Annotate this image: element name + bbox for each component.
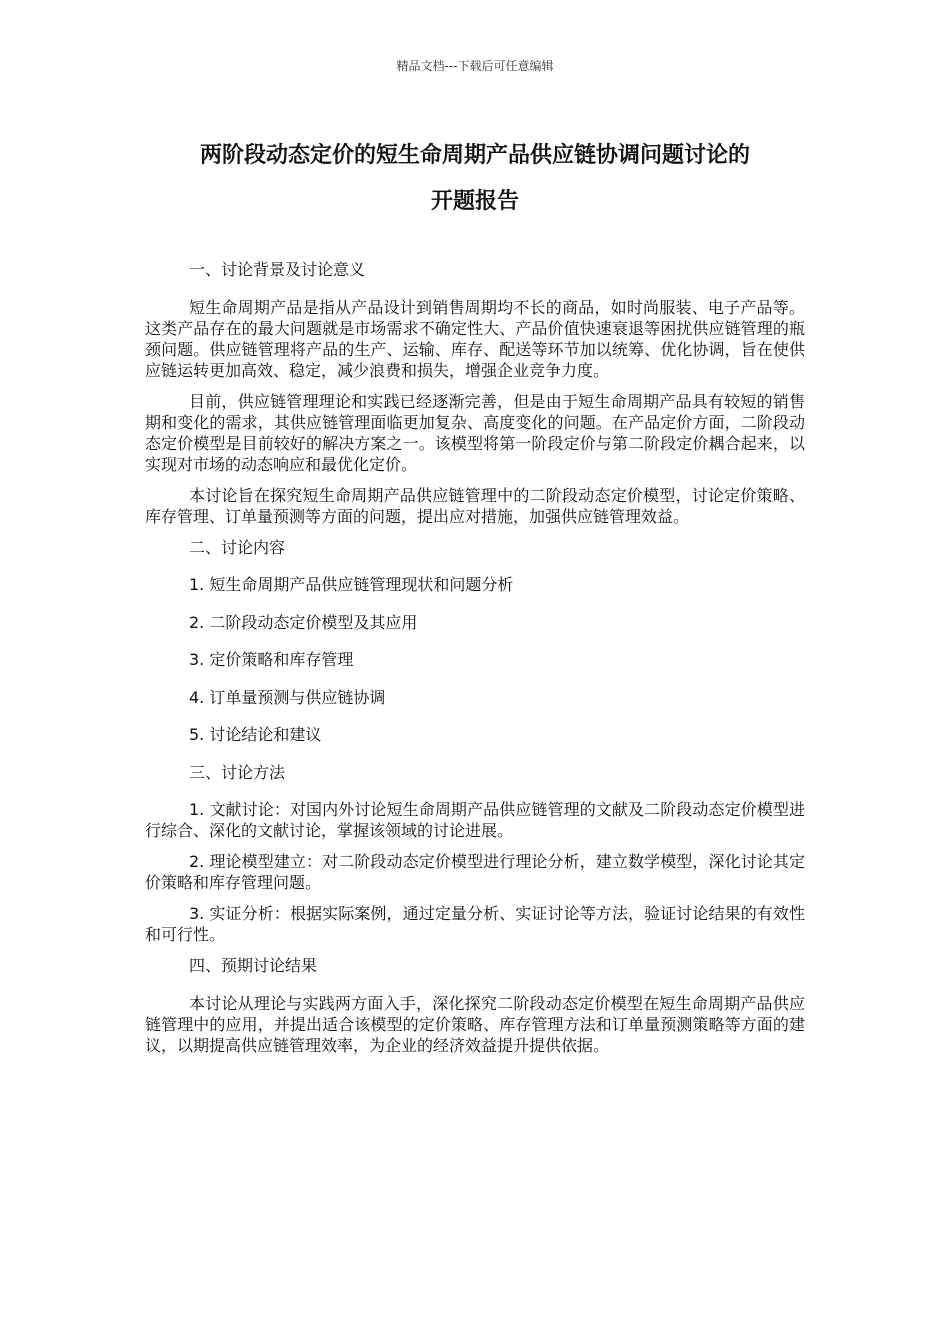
document-title-line-1: 两阶段动态定价的短生命周期产品供应链协调问题讨论的: [199, 143, 750, 168]
list-item-content-1: 1. 短生命周期产品供应链管理现状和问题分析: [189, 575, 514, 594]
section-heading-expected-results: 四、预期讨论结果: [189, 956, 318, 975]
paragraph-method-2: 2. 理论模型建立：对二阶段动态定价模型进行理论分析，建立数学模型，深化讨论其定价策略和库存管理问题。: [145, 852, 805, 892]
document-body: [145, 259, 805, 1066]
list-item-content-3: 3. 定价策略和库存管理: [189, 650, 354, 669]
paragraph-background-2: 目前，供应链管理理论和实践已经逐渐完善，但是由于短生命周期产品具有较短的销售期和变化的需求，其供应链管理面临更加复杂、高度变化的问题。在产品定价方面，二阶段动态定价模型是目前较好的解决方案之一。该模型将第一阶段定价与第二阶段定价耦合起来，以实现对市场的动态响应和最优化定价。: [145, 391, 805, 474]
section-heading-methods: 三、讨论方法: [189, 762, 286, 782]
list-item-content-5: 5. 讨论结论和建议: [189, 725, 322, 744]
section-heading-background: 一、讨论背景及讨论意义: [189, 260, 366, 279]
document-title: [145, 133, 805, 225]
paragraph-method-3: 3. 实证分析：根据实际案例，通过定量分析、实证讨论等方法，验证讨论结果的有效性和可行性。: [145, 904, 805, 944]
list-item-content-4: 4. 订单量预测与供应链协调: [189, 687, 386, 707]
list-item-content-2: 2. 二阶段动态定价模型及其应用: [189, 612, 418, 632]
page-header: 精品文档---下载后可任意编辑: [396, 59, 554, 73]
section-heading-content: 二、讨论内容: [189, 537, 286, 557]
paragraph-background-1: 短生命周期产品是指从产品设计到销售周期均不长的商品，如时尚服装、电子产品等。这类产品存在的最大问题就是市场需求不确定性大、产品价值快速衰退等困扰供应链管理的瓶颈问题。供应链管理将产品的生产、运输、库存、配送等环节加以统筹、优化协调，旨在使供应链运转更加高效、稳定，减少浪费和损失，增强企业竞争力度。: [145, 297, 805, 380]
document-title-line-2: 开题报告: [430, 189, 519, 214]
paragraph-method-1: 1. 文献讨论：对国内外讨论短生命周期产品供应链管理的文献及二阶段动态定价模型进行综合、深化的文献讨论，掌握该领域的讨论进展。: [145, 800, 805, 840]
paragraph-expected-results: 本讨论从理论与实践两方面入手，深化探究二阶段动态定价模型在短生命周期产品供应链管理中的应用，并提出适合该模型的定价策略、库存管理方法和订单量预测策略等方面的建议，以期提高供应链管理效率，为企业的经济效益提升提供依据。: [145, 993, 805, 1055]
paragraph-background-3: 本讨论旨在探究短生命周期产品供应链管理中的二阶段动态定价模型，讨论定价策略、库存管理、订单量预测等方面的问题，提出应对措施，加强供应链管理效益。: [145, 485, 805, 526]
